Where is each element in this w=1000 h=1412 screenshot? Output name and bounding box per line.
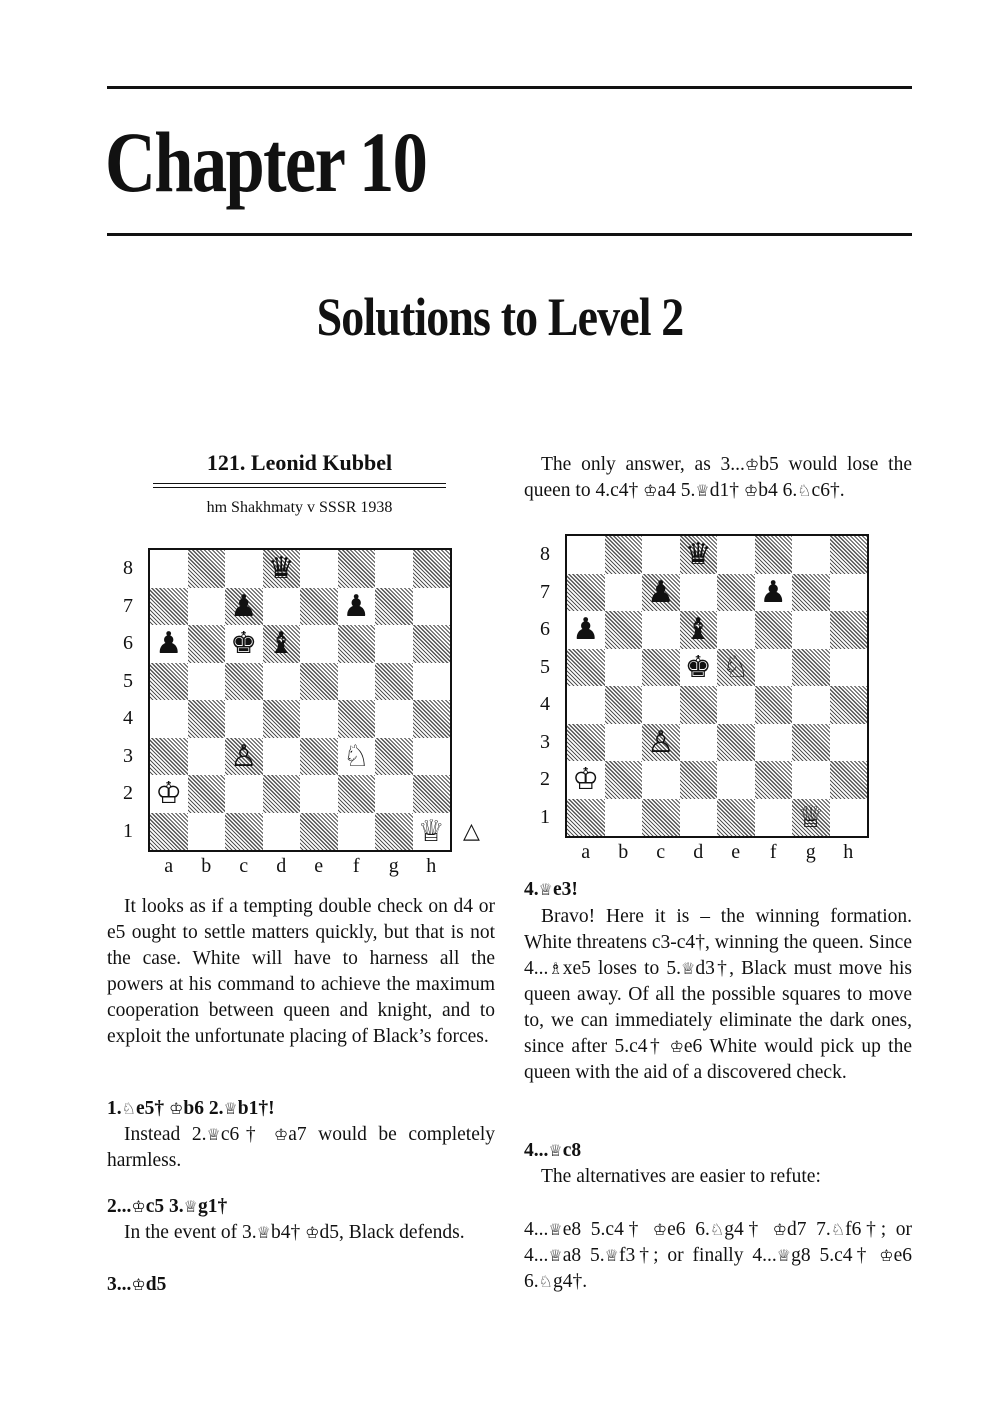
board-square	[680, 574, 718, 612]
board-square	[188, 663, 226, 701]
file-label: g	[388, 855, 399, 877]
white-pawn-icon: ♙	[647, 724, 675, 760]
board-square	[338, 625, 376, 663]
board-square	[642, 536, 680, 574]
file-label: d	[276, 855, 287, 877]
piece-figurine-icon: ♕	[776, 1246, 792, 1265]
board-square	[605, 611, 643, 649]
file-label: d	[693, 841, 704, 863]
black-pawn-icon: ♟	[342, 588, 370, 624]
piece-figurine-icon: ♕	[548, 1246, 563, 1265]
board-square	[717, 761, 755, 799]
board-square	[792, 649, 830, 687]
rank-label: 1	[540, 805, 550, 828]
board-square	[680, 724, 718, 762]
board-square	[263, 738, 301, 776]
move-heading: 4.♕e3!	[524, 879, 578, 900]
board-square	[642, 799, 680, 837]
board-square	[300, 625, 338, 663]
body-paragraph: Bravo! Here it is – the winning formation. White threatens c3-c4†, winning the queen. Since 4...♗xe5 loses to 5.♕d3†, Black must move his queen away. Of all the possible squares to move to, we can immediately eliminate the dark ones, since after 5.c4† ♔e6 White would pick up the queen with the aid of a discovered check.	[524, 906, 913, 1083]
board-square	[755, 536, 793, 574]
piece-figurine-icon: ♔	[305, 1223, 320, 1242]
board-square	[375, 738, 413, 776]
black-king-icon: ♚	[684, 649, 712, 685]
piece-figurine-icon: ♘	[538, 1272, 553, 1291]
board-square	[225, 663, 263, 701]
black-bishop-icon: ♝	[684, 612, 712, 647]
board-square	[300, 663, 338, 701]
black-pawn-icon: ♟	[759, 574, 787, 610]
rank-label: 5	[540, 655, 550, 678]
board-square	[605, 649, 643, 687]
board-square	[375, 775, 413, 813]
board-square	[605, 761, 643, 799]
piece-figurine-icon: ♕	[681, 959, 696, 978]
board-square	[263, 588, 301, 626]
file-label: f	[352, 855, 360, 877]
white-to-move-icon: △	[463, 819, 480, 844]
board-square	[567, 724, 605, 762]
board-square	[642, 761, 680, 799]
board-square	[263, 663, 301, 701]
board-square	[717, 724, 755, 762]
board-square	[188, 550, 226, 588]
board-square	[792, 536, 830, 574]
puzzle-source: hm Shakhmaty v SSSR 1938	[206, 499, 393, 516]
board-square	[375, 813, 413, 851]
file-label: h	[843, 841, 854, 863]
white-king-icon: ♔	[155, 776, 183, 811]
rank-label: 2	[123, 782, 133, 804]
board-square	[263, 775, 301, 813]
board-square	[830, 574, 868, 612]
body-paragraph: The alternatives are easier to refute:	[541, 1166, 821, 1187]
black-queen-icon: ♛	[267, 551, 295, 586]
board-square	[830, 611, 868, 649]
file-label: a	[164, 855, 174, 877]
board-square	[642, 686, 680, 724]
board-square	[338, 700, 376, 738]
white-queen-icon: ♕	[417, 813, 445, 849]
board-square	[642, 611, 680, 649]
white-knight-icon: ♘	[342, 738, 370, 774]
board-square	[300, 550, 338, 588]
board-square	[300, 588, 338, 626]
board-square	[830, 724, 868, 762]
board-square	[792, 724, 830, 762]
board-square	[413, 550, 451, 588]
top-rule	[107, 86, 912, 89]
body-paragraph: Instead 2.♕c6† ♔a7 would be completely harmless.	[107, 1124, 496, 1171]
black-pawn-icon: ♟	[230, 588, 258, 624]
piece-figurine-icon: ♔	[743, 481, 759, 500]
chapter-title: Chapter 10	[105, 114, 427, 210]
file-label: c	[239, 855, 249, 877]
piece-figurine-icon: ♔	[169, 1099, 184, 1118]
board-square	[375, 700, 413, 738]
board-square	[413, 588, 451, 626]
piece-figurine-icon: ♕	[538, 880, 553, 899]
piece-figurine-icon: ♘	[709, 1220, 725, 1239]
black-king-icon: ♚	[230, 626, 258, 661]
move-heading: 4...♕c8	[524, 1140, 582, 1161]
piece-figurine-icon: ♔	[131, 1197, 146, 1216]
body-paragraph: It looks as if a tempting double check on d4 or e5 ought to settle matters quickly, but that is not the case. White will have to harness all the powers at his command to achieve the maximum cooperation between queen and knight, and to exploit the unfortunate placing of Black’s forces.	[107, 896, 495, 1047]
board-square	[792, 761, 830, 799]
move-heading: 1.♘e5† ♔b6 2.♕b1†!	[107, 1098, 275, 1119]
piece-figurine-icon: ♕	[183, 1197, 198, 1216]
rank-label: 3	[123, 744, 133, 767]
board-square	[830, 686, 868, 724]
chess-diagram-2	[565, 534, 869, 838]
body-paragraph: 4...♕e8 5.c4† ♔e6 6.♘g4† ♔d7 7.♘f6†; or 4...♕a8 5.♕f3†; or finally 4...♕g8 5.c4† ♔e6 6.♘g4†.	[524, 1219, 913, 1292]
rank-label: 5	[123, 669, 133, 692]
piece-figurine-icon: ♕	[206, 1125, 221, 1144]
board-square	[680, 761, 718, 799]
piece-figurine-icon: ♔	[131, 1275, 146, 1294]
board-square	[605, 536, 643, 574]
board-square	[755, 686, 793, 724]
board-square	[225, 550, 263, 588]
rank-label: 4	[540, 693, 550, 715]
board-square	[755, 761, 793, 799]
board-square	[567, 649, 605, 687]
piece-figurine-icon: ♔	[669, 1037, 684, 1056]
board-square	[225, 813, 263, 851]
rank-label: 8	[123, 557, 133, 579]
file-label: c	[656, 841, 666, 863]
board-square	[567, 536, 605, 574]
board-square	[338, 663, 376, 701]
board-square	[755, 649, 793, 687]
rank-label: 3	[540, 730, 550, 753]
board-square	[567, 799, 605, 837]
rank-label: 8	[540, 543, 550, 565]
rank-label: 2	[540, 768, 550, 790]
board-square	[792, 686, 830, 724]
piece-figurine-icon: ♗	[548, 959, 563, 978]
piece-figurine-icon: ♔	[879, 1246, 894, 1265]
board-square	[188, 588, 226, 626]
board-square	[375, 663, 413, 701]
board-square	[150, 588, 188, 626]
piece-figurine-icon: ♔	[744, 455, 760, 474]
board-square	[188, 775, 226, 813]
piece-figurine-icon: ♘	[830, 1220, 846, 1239]
board-square	[338, 550, 376, 588]
rank-label: 7	[123, 594, 133, 617]
white-pawn-icon: ♙	[230, 738, 258, 774]
black-bishop-icon: ♝	[267, 626, 295, 661]
board-square	[150, 738, 188, 776]
file-label: b	[618, 841, 629, 863]
board-square	[567, 574, 605, 612]
rank-label: 6	[123, 632, 133, 654]
board-square	[717, 574, 755, 612]
board-square	[830, 799, 868, 837]
piece-figurine-icon: ♕	[548, 1141, 563, 1160]
piece-figurine-icon: ♔	[273, 1125, 289, 1144]
piece-figurine-icon: ♔	[643, 481, 658, 500]
board-square	[188, 813, 226, 851]
rank-label: 7	[540, 580, 550, 603]
board-square	[830, 649, 868, 687]
piece-figurine-icon: ♕	[256, 1223, 272, 1242]
piece-figurine-icon: ♕	[548, 1220, 563, 1239]
board-square	[150, 663, 188, 701]
file-label: e	[314, 855, 324, 877]
board-square	[717, 611, 755, 649]
board-square	[225, 775, 263, 813]
file-label: e	[731, 841, 741, 863]
board-square	[188, 700, 226, 738]
board-square	[717, 799, 755, 837]
piece-figurine-icon: ♘	[121, 1099, 136, 1118]
board-square	[830, 536, 868, 574]
board-square	[755, 611, 793, 649]
piece-figurine-icon: ♕	[695, 481, 710, 500]
board-square	[375, 550, 413, 588]
board-square	[605, 686, 643, 724]
board-square	[413, 738, 451, 776]
board-square	[338, 813, 376, 851]
board-square	[413, 700, 451, 738]
black-pawn-icon: ♟	[647, 574, 675, 610]
title-rule-top	[153, 483, 446, 484]
piece-figurine-icon: ♕	[604, 1246, 620, 1265]
board-square	[375, 625, 413, 663]
file-label: b	[201, 855, 212, 877]
board-square	[150, 813, 188, 851]
board-square	[413, 625, 451, 663]
board-square	[792, 574, 830, 612]
rank-label: 4	[123, 707, 133, 729]
board-square	[680, 686, 718, 724]
board-square	[150, 700, 188, 738]
body-paragraph: The only answer, as 3...♔b5 would lose the queen to 4.c4† ♔a4 5.♕d1† ♔b4 6.♘c6†.	[524, 454, 912, 501]
board-square	[567, 686, 605, 724]
board-square	[300, 775, 338, 813]
board-square	[300, 738, 338, 776]
board-square	[300, 813, 338, 851]
board-square	[225, 700, 263, 738]
move-heading: 3...♔d5	[107, 1274, 167, 1295]
board-square	[188, 625, 226, 663]
chapter-subtitle: Solutions to Level 2	[316, 287, 684, 347]
board-square	[755, 799, 793, 837]
title-rule-bottom	[153, 487, 446, 488]
board-square	[680, 799, 718, 837]
board-square	[263, 700, 301, 738]
board-square	[188, 738, 226, 776]
black-pawn-icon: ♟	[155, 626, 183, 661]
black-pawn-icon: ♟	[572, 612, 600, 647]
board-square	[717, 536, 755, 574]
white-queen-icon: ♕	[797, 799, 825, 835]
board-square	[338, 775, 376, 813]
rank-label: 6	[540, 618, 550, 640]
board-square	[375, 588, 413, 626]
file-label: g	[805, 841, 816, 863]
file-label: h	[426, 855, 437, 877]
piece-figurine-icon: ♕	[223, 1099, 238, 1118]
white-knight-icon: ♘	[722, 649, 750, 685]
board-square	[605, 724, 643, 762]
board-square	[755, 724, 793, 762]
board-square	[717, 686, 755, 724]
piece-figurine-icon: ♔	[652, 1220, 668, 1239]
body-paragraph: In the event of 3.♕b4† ♔d5, Black defends.	[124, 1222, 465, 1243]
move-heading: 2...♔c5 3.♕g1†	[107, 1196, 228, 1217]
board-square	[605, 574, 643, 612]
chess-diagram-1	[148, 548, 452, 852]
chapter-rule	[107, 233, 912, 236]
white-king-icon: ♔	[572, 762, 600, 797]
board-square	[413, 775, 451, 813]
board-square	[605, 799, 643, 837]
puzzle-title: 121. Leonid Kubbel	[206, 450, 393, 475]
rank-label: 1	[123, 819, 133, 842]
black-queen-icon: ♛	[684, 537, 712, 572]
piece-figurine-icon: ♔	[772, 1220, 788, 1239]
board-square	[150, 550, 188, 588]
board-square	[830, 761, 868, 799]
file-label: f	[769, 841, 777, 863]
board-square	[413, 663, 451, 701]
board-square	[642, 649, 680, 687]
board-square	[300, 700, 338, 738]
file-label: a	[581, 841, 591, 863]
piece-figurine-icon: ♘	[797, 481, 812, 500]
board-square	[792, 611, 830, 649]
board-square	[263, 813, 301, 851]
